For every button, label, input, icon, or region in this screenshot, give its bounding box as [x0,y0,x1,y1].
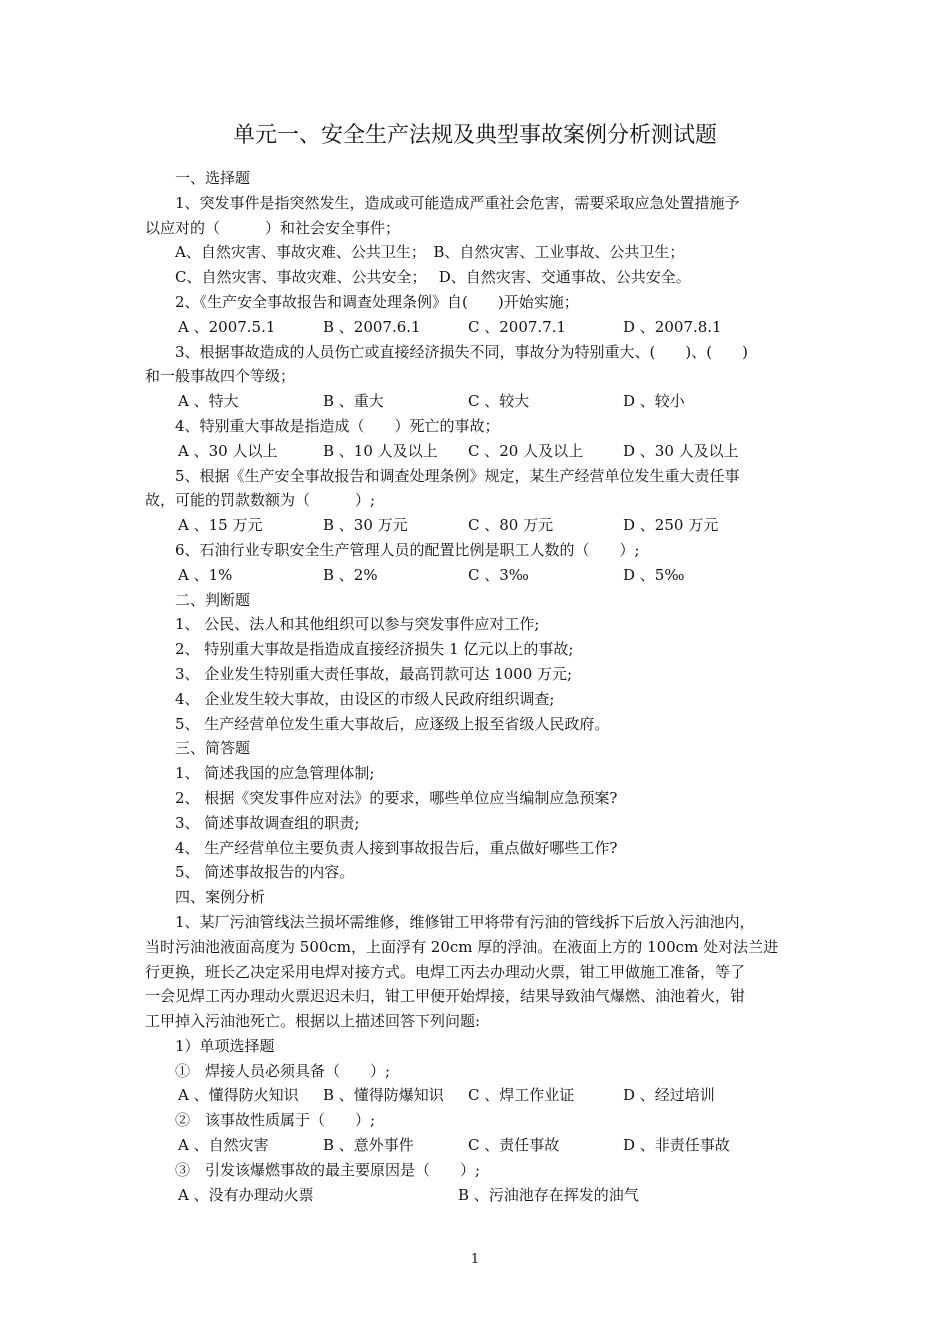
judgement-item: 5、 生产经营单位发生重大事故后，应逐级上报至省级人民政府。 [175,714,610,733]
option: C 、80 万元 [468,516,554,535]
judgement-item: 3、 企业发生特别重大责任事故，最高罚款可达 1000 万元; [175,664,573,683]
case-question-1-options [145,1083,810,1108]
question-5-options [145,513,810,538]
question-4: 4、特别重大事故是指造成（ ）死亡的事故； [175,416,500,435]
option: B 、意外事件 [323,1136,414,1155]
question-5-line-1: 5、根据《生产安全事故报告和调查处理条例》规定，某生产经营单位发生重大责任事 [175,466,740,485]
case-question-2-options [145,1133,810,1158]
option: A 、1% [178,565,233,584]
option: A 、懂得防火知识 [178,1086,299,1105]
question-3-line-1: 3、根据事故造成的人员伤亡或直接经济损失不同，事故分为特别重大、( )、( ) [175,342,748,361]
option: D 、2007.8.1 [623,317,722,336]
option: C 、2007.7.1 [468,317,567,336]
case-text-line: 当时污油池液面高度为 500cm，上面浮有 20cm 厚的浮油。在液面上方的 100cm 处对法兰进 [145,937,779,956]
option: A 、30 人以上 [178,441,278,460]
question-3-line-2: 和一般事故四个等级； [145,367,296,386]
question-3-options [145,389,810,414]
option: B 、30 万元 [323,516,408,535]
case-question-1: ① 焊接人员必须具备（ ）; [175,1061,391,1080]
case-text-line: 1、某厂污油管线法兰损坏需维修，维修钳工甲将带有污油的管线拆下后放入污油池内， [175,912,755,931]
case-question-3-options [145,1183,810,1208]
option: A 、特大 [178,392,239,411]
question-2-options [145,315,810,340]
section-heading-choice: 一、选择题 [175,169,251,187]
option: D 、经过培训 [623,1086,715,1105]
case-text-line: 一会见焊工丙办理动火票迟迟未归，钳工甲便开始焊接，结果导致油气爆燃、油池着火，钳 [145,987,746,1006]
question-1-options-2: C、自然灾害、事故灾难、公共安全； D、自然灾害、交通事故、公共安全。 [175,268,691,287]
short-answer-item: 3、 简述事故调查组的职责; [175,813,360,832]
option: C 、3‰ [468,565,529,584]
document-title: 单元一、安全生产法规及典型事故案例分析测试题 [232,123,717,148]
section-heading-judgement: 二、判断题 [175,590,251,609]
option: B 、重大 [323,392,384,411]
option: A 、15 万元 [178,516,263,535]
case-sub-heading: 1）单项选择题 [175,1036,275,1055]
case-question-2: ② 该事故性质属于（ ）; [175,1111,376,1130]
option: C 、较大 [468,392,530,411]
case-question-3: ③ 引发该爆燃事故的最主要原因是（ ）; [175,1160,481,1179]
option: B 、2007.6.1 [323,317,421,336]
short-answer-item: 2、 根据《突发事件应对法》的要求，哪些单位应当编制应急预案? [175,788,618,807]
judgement-item: 4、 企业发生较大事故，由设区的市级人民政府组织调查; [175,689,555,708]
option: A 、2007.5.1 [178,317,276,336]
option: D 、较小 [623,392,685,411]
question-1-line-1: 1、突发事件是指突然发生，造成或可能造成严重社会危害，需要采取应急处置措施予 [175,193,740,212]
short-answer-item: 1、 简述我国的应急管理体制; [175,764,375,783]
judgement-item: 1、 公民、法人和其他组织可以参与突发事件应对工作; [175,615,540,634]
option: D 、250 万元 [623,516,719,535]
question-6: 6、石油行业专职安全生产管理人员的配置比例是职工人数的（ ）; [175,540,640,559]
question-4-options [145,439,810,464]
option: B 、懂得防爆知识 [323,1086,444,1105]
option: B 、污油池存在挥发的油气 [458,1185,639,1204]
option: D 、30 人及以上 [623,441,739,460]
option: D 、5‰ [623,565,685,584]
document-body [145,166,810,1207]
option: A 、自然灾害 [178,1136,269,1155]
option: D 、非责任事故 [623,1136,730,1155]
judgement-item: 2、 特别重大事故是指造成直接经济损失 1 亿元以上的事故; [175,640,574,659]
short-answer-item: 4、 生产经营单位主要负责人接到事故报告后，重点做好哪些工作? [175,838,618,857]
option: C 、20 人及以上 [468,441,584,460]
option: C 、焊工作业证 [468,1086,575,1105]
short-answer-item: 5、 简述事故报告的内容。 [175,863,355,882]
option: B 、10 人及以上 [323,441,438,460]
option: B 、2% [323,565,378,584]
case-text-line: 行更换，班长乙决定采用电焊对接方式。电焊工丙去办理动火票，钳工甲做施工准备，等了 [145,962,746,981]
question-5-line-2: 故，可能的罚款数额为（ ）; [145,491,376,510]
page-number: 1 [470,1252,480,1267]
question-1-line-2: 以应对的（ ）和社会安全事件； [145,218,401,237]
section-heading-case: 四、案例分析 [175,888,266,907]
question-6-options [145,563,810,588]
question-1-options-1: A、自然灾害、事故灾难、公共卫生； B、自然灾害、工业事故、公共卫生； [175,243,685,262]
section-heading-short-answer: 三、简答题 [175,739,251,758]
question-2: 2、《生产安全事故报告和调查处理条例》自( )开始实施； [175,292,579,311]
option: C 、责任事故 [468,1136,560,1155]
option: A 、没有办理动火票 [178,1185,314,1204]
case-text-line: 工甲掉入污油池死亡。根据以上描述回答下列问题: [145,1012,481,1031]
